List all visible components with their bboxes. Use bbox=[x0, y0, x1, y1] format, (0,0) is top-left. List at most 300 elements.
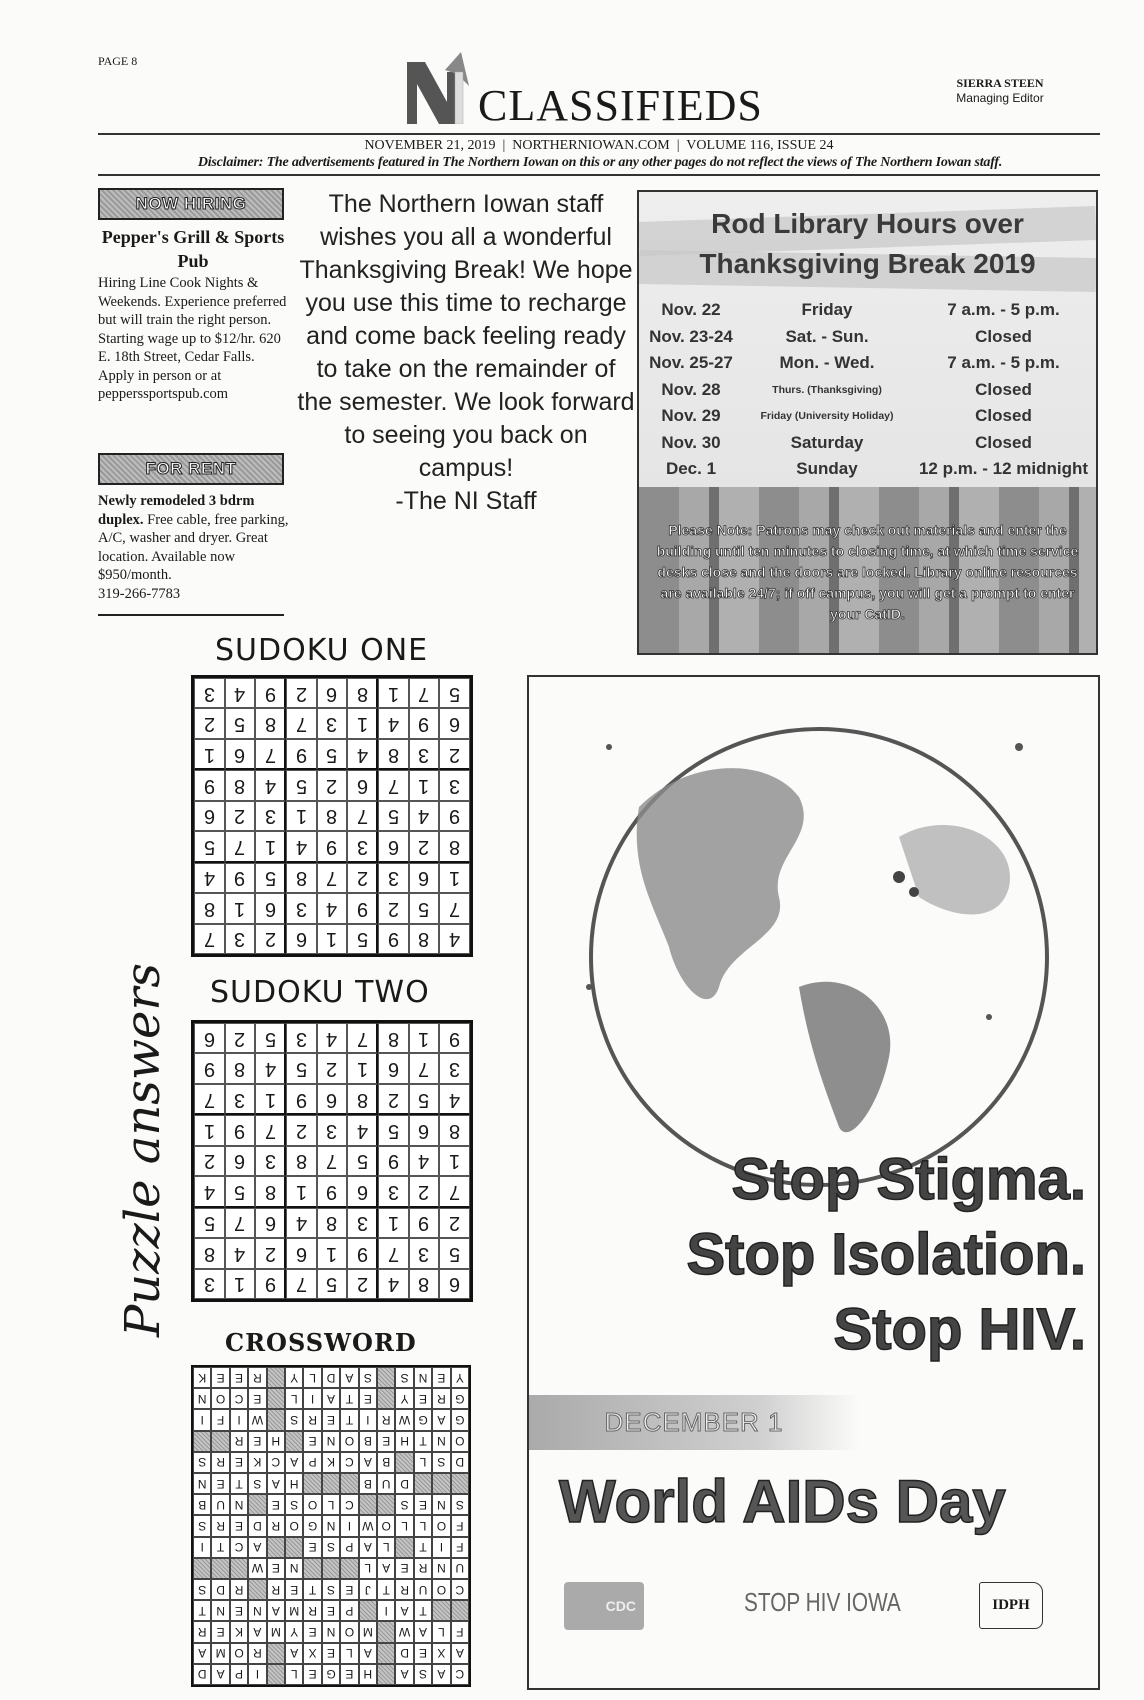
sudoku-cell bbox=[378, 831, 409, 862]
crossword-cell: O bbox=[285, 1515, 303, 1536]
header-rule bbox=[98, 133, 1100, 135]
crossword-cell: L bbox=[414, 1515, 432, 1536]
crossword-cell: T bbox=[230, 1473, 248, 1494]
sudoku-digit: 2 bbox=[418, 835, 430, 858]
library-day: Thurs. (Thanksgiving) bbox=[772, 383, 882, 396]
sudoku-digit: 4 bbox=[203, 1180, 215, 1203]
event-date: DECEMBER 1 bbox=[604, 1407, 784, 1437]
sudoku-digit: 8 bbox=[387, 1027, 399, 1050]
stop-isolation-text: Stop Isolation. bbox=[686, 1222, 1086, 1287]
hiring-ad-title: Pepper's Grill & Sports Pub bbox=[101, 227, 285, 271]
sudoku-cell bbox=[255, 770, 286, 800]
sudoku-cell bbox=[317, 739, 348, 770]
crossword-cell: E bbox=[414, 1388, 432, 1409]
sudoku-cell bbox=[347, 678, 378, 708]
sudoku-cell bbox=[286, 1269, 317, 1299]
sudoku-cell bbox=[255, 831, 286, 862]
sudoku-cell bbox=[194, 708, 225, 738]
crossword-cell: E bbox=[340, 1664, 358, 1685]
sudoku-cell bbox=[347, 708, 378, 738]
sudoku-digit: 2 bbox=[387, 897, 399, 920]
sudoku-cell bbox=[347, 1269, 378, 1299]
sudoku-cell bbox=[194, 831, 225, 862]
crossword-black-square bbox=[377, 1367, 395, 1388]
crossword-cell: E bbox=[303, 1537, 321, 1558]
sudoku-cell bbox=[439, 1176, 470, 1207]
sudoku-cell bbox=[378, 1238, 409, 1268]
sudoku-cell bbox=[255, 1208, 286, 1238]
sudoku-digit: 2 bbox=[264, 928, 276, 951]
crossword-cell: R bbox=[267, 1515, 285, 1536]
crossword-cell: I bbox=[193, 1409, 211, 1430]
sudoku-cell bbox=[194, 893, 225, 923]
crossword-black-square bbox=[377, 1664, 395, 1685]
crossword-cell: E bbox=[230, 1600, 248, 1621]
crossword-cell: A bbox=[377, 1558, 395, 1579]
crossword-cell: C bbox=[451, 1664, 469, 1685]
sudoku-cell bbox=[317, 1115, 348, 1145]
crossword-cell: T bbox=[414, 1600, 432, 1621]
crossword-cell: S bbox=[432, 1452, 450, 1473]
sudoku-digit: 8 bbox=[449, 835, 461, 858]
crossword-cell: A bbox=[395, 1664, 413, 1685]
sudoku-digit: 3 bbox=[326, 1120, 338, 1143]
sudoku-cell bbox=[347, 770, 378, 800]
library-date: Nov. 30 bbox=[661, 432, 721, 452]
sudoku-cell bbox=[378, 1115, 409, 1145]
sudoku-digit: 1 bbox=[418, 775, 430, 798]
sudoku-digit: 9 bbox=[418, 713, 430, 736]
sudoku-digit: 1 bbox=[387, 1212, 399, 1235]
now-hiring-label: NOW HIRING bbox=[135, 194, 247, 213]
sudoku-digit: 1 bbox=[387, 682, 399, 705]
crossword-black-square bbox=[395, 1452, 413, 1473]
crossword-black-square bbox=[303, 1473, 321, 1494]
sudoku-digit: 5 bbox=[387, 1120, 399, 1143]
library-hours-row bbox=[639, 430, 1096, 457]
crossword-black-square bbox=[211, 1431, 229, 1452]
world-aids-day-title: World AIDs Day bbox=[559, 1468, 1006, 1535]
crossword-cell: D bbox=[193, 1664, 211, 1685]
crossword-cell: O bbox=[211, 1388, 229, 1409]
crossword-cell: N bbox=[193, 1388, 211, 1409]
sudoku-cell bbox=[225, 801, 256, 831]
crossword-black-square bbox=[267, 1643, 285, 1664]
crossword-cell: E bbox=[377, 1431, 395, 1452]
sudoku-digit: 5 bbox=[234, 1180, 246, 1203]
crossword-cell: S bbox=[322, 1579, 340, 1600]
crossword-cell: L bbox=[414, 1452, 432, 1473]
sudoku-cell bbox=[409, 1238, 440, 1268]
crossword-cell: A bbox=[267, 1600, 285, 1621]
sudoku-digit: 6 bbox=[387, 1058, 399, 1081]
sudoku-cell bbox=[317, 924, 348, 954]
sudoku-cell bbox=[225, 1053, 256, 1083]
library-hours-row bbox=[639, 324, 1096, 351]
library-date: Nov. 29 bbox=[661, 406, 721, 426]
sudoku-cell bbox=[194, 801, 225, 831]
sudoku-digit: 5 bbox=[326, 743, 338, 766]
world-aids-day-ad bbox=[527, 675, 1100, 1690]
crossword-cell: W bbox=[359, 1515, 377, 1536]
sudoku-digit: 8 bbox=[264, 713, 276, 736]
sudoku-cell bbox=[255, 1146, 286, 1176]
sudoku-cell bbox=[409, 801, 440, 831]
sudoku-digit: 6 bbox=[356, 775, 368, 798]
sudoku-cell bbox=[347, 863, 378, 893]
crossword-cell: O bbox=[432, 1515, 450, 1536]
sudoku-digit: 1 bbox=[203, 1120, 215, 1143]
library-hours-row bbox=[639, 456, 1096, 483]
sudoku-digit: 3 bbox=[449, 775, 461, 798]
sudoku-cell bbox=[439, 1208, 470, 1238]
sudoku-digit: 2 bbox=[449, 743, 461, 766]
sudoku-cell bbox=[225, 708, 256, 738]
sudoku-cell bbox=[347, 924, 378, 954]
sudoku-cell bbox=[439, 1084, 470, 1115]
sudoku-cell bbox=[378, 1084, 409, 1115]
crossword-cell: S bbox=[193, 1579, 211, 1600]
sudoku-cell bbox=[378, 801, 409, 831]
sudoku-digit: 4 bbox=[449, 1088, 461, 1111]
sudoku-digit: 1 bbox=[234, 897, 246, 920]
crossword-cell: A bbox=[359, 1537, 377, 1558]
sudoku-cell bbox=[255, 1053, 286, 1083]
crossword-black-square bbox=[267, 1409, 285, 1430]
crossword-cell: E bbox=[230, 1452, 248, 1473]
sudoku-digit: 9 bbox=[326, 1180, 338, 1203]
sudoku-cell bbox=[225, 1023, 256, 1053]
crossword-cell: G bbox=[414, 1409, 432, 1430]
sudoku-cell bbox=[225, 1176, 256, 1207]
sudoku-digit: 8 bbox=[295, 867, 307, 890]
crossword-black-square bbox=[395, 1537, 413, 1558]
sudoku-cell bbox=[225, 1238, 256, 1268]
sudoku-cell bbox=[378, 1053, 409, 1083]
for-rent-banner bbox=[98, 453, 284, 485]
sudoku-cell bbox=[378, 1269, 409, 1299]
sudoku-digit: 4 bbox=[295, 835, 307, 858]
crossword-cell: E bbox=[211, 1367, 229, 1388]
sudoku-cell bbox=[439, 1146, 470, 1176]
sudoku-cell bbox=[225, 1208, 256, 1238]
crossword-cell: G bbox=[451, 1388, 469, 1409]
sudoku-digit: 3 bbox=[449, 1058, 461, 1081]
crossword-black-square bbox=[193, 1431, 211, 1452]
sudoku-digit: 2 bbox=[449, 1212, 461, 1235]
crossword-cell: A bbox=[340, 1367, 358, 1388]
sudoku-cell bbox=[317, 1208, 348, 1238]
sudoku-digit: 6 bbox=[326, 1088, 338, 1111]
sudoku-digit: 6 bbox=[449, 1273, 461, 1296]
sudoku-digit: 4 bbox=[418, 805, 430, 828]
sudoku-digit: 2 bbox=[203, 713, 215, 736]
puzzle-answers-label: Puzzle answers bbox=[115, 962, 171, 1338]
library-hours-row bbox=[639, 377, 1096, 404]
crossword-cell: M bbox=[285, 1600, 303, 1621]
library-date: Nov. 22 bbox=[661, 300, 721, 320]
crossword-cell: N bbox=[432, 1494, 450, 1515]
sudoku-digit: 9 bbox=[326, 835, 338, 858]
sudoku-cell bbox=[317, 1146, 348, 1176]
sudoku-cell bbox=[194, 1053, 225, 1083]
sudoku-cell bbox=[317, 1238, 348, 1268]
crossword-cell: N bbox=[322, 1621, 340, 1642]
sudoku-digit: 7 bbox=[449, 897, 461, 920]
crossword-cell: T bbox=[193, 1600, 211, 1621]
crossword-black-square bbox=[451, 1600, 469, 1621]
sudoku-digit: 1 bbox=[418, 1027, 430, 1050]
crossword-cell: E bbox=[230, 1367, 248, 1388]
sudoku-cell bbox=[347, 1084, 378, 1115]
sudoku-digit: 1 bbox=[264, 835, 276, 858]
crossword-cell: X bbox=[303, 1643, 321, 1664]
crossword-cell: X bbox=[432, 1643, 450, 1664]
editor-credit bbox=[940, 76, 1060, 105]
sudoku-cell bbox=[317, 770, 348, 800]
sudoku-cell bbox=[286, 924, 317, 954]
crossword-cell: R bbox=[395, 1579, 413, 1600]
crossword-cell: R bbox=[211, 1515, 229, 1536]
library-title: Rod Library Hours over Thanksgiving Break 2019 bbox=[699, 208, 1036, 279]
sudoku-digit: 6 bbox=[295, 928, 307, 951]
sudoku-cell bbox=[378, 739, 409, 770]
sudoku-digit: 8 bbox=[326, 805, 338, 828]
crossword-black-square bbox=[359, 1494, 377, 1515]
sudoku-cell bbox=[347, 893, 378, 923]
sudoku-digit: 3 bbox=[264, 1150, 276, 1173]
sudoku-digit: 4 bbox=[449, 928, 461, 951]
crossword-cell: U bbox=[414, 1579, 432, 1600]
sudoku-cell bbox=[347, 831, 378, 862]
sudoku-digit: 5 bbox=[264, 867, 276, 890]
crossword-grid bbox=[191, 1365, 471, 1687]
crossword-cell: U bbox=[211, 1494, 229, 1515]
crossword-black-square bbox=[267, 1537, 285, 1558]
crossword-cell: E bbox=[303, 1621, 321, 1642]
rent-ad-body bbox=[98, 492, 290, 603]
crossword-cell: E bbox=[414, 1494, 432, 1515]
sudoku-digit: 6 bbox=[234, 1150, 246, 1173]
sudoku-cell bbox=[378, 770, 409, 800]
sudoku-cell bbox=[194, 1176, 225, 1207]
crossword-black-square bbox=[432, 1600, 450, 1621]
sudoku-digit: 2 bbox=[295, 682, 307, 705]
sudoku-digit: 3 bbox=[418, 1242, 430, 1265]
crossword-cell: S bbox=[322, 1537, 340, 1558]
sudoku-cell bbox=[347, 1023, 378, 1053]
sudoku-cell bbox=[255, 801, 286, 831]
crossword-cell: N bbox=[193, 1473, 211, 1494]
sudoku-cell bbox=[439, 678, 470, 708]
sudoku-cell bbox=[409, 1269, 440, 1299]
crossword-cell: T bbox=[303, 1579, 321, 1600]
crossword-cell: S bbox=[395, 1367, 413, 1388]
crossword-cell: O bbox=[340, 1431, 358, 1452]
sudoku-digit: 3 bbox=[203, 682, 215, 705]
sudoku-cell bbox=[378, 1146, 409, 1176]
sudoku-digit: 2 bbox=[418, 1180, 430, 1203]
crossword-cell: S bbox=[285, 1494, 303, 1515]
sudoku-digit: 9 bbox=[234, 867, 246, 890]
library-date: Nov. 25-27 bbox=[649, 353, 733, 373]
sudoku-digit: 4 bbox=[264, 1058, 276, 1081]
message-signature: -The NI Staff bbox=[395, 487, 537, 515]
crossword-cell: E bbox=[359, 1388, 377, 1409]
crossword-black-square bbox=[322, 1473, 340, 1494]
crossword-cell: N bbox=[322, 1431, 340, 1452]
sudoku-cell bbox=[347, 801, 378, 831]
crossword-cell: B bbox=[377, 1452, 395, 1473]
sudoku-cell bbox=[439, 1269, 470, 1299]
library-day: Mon. - Wed. bbox=[779, 353, 875, 373]
sudoku-digit: 5 bbox=[234, 713, 246, 736]
sudoku-digit: 5 bbox=[264, 1027, 276, 1050]
crossword-cell: O bbox=[432, 1579, 450, 1600]
crossword-black-square bbox=[340, 1558, 358, 1579]
crossword-cell: S bbox=[395, 1494, 413, 1515]
crossword-black-square bbox=[303, 1558, 321, 1579]
sudoku-cell bbox=[317, 1053, 348, 1083]
crossword-black-square bbox=[193, 1558, 211, 1579]
crossword-cell: F bbox=[211, 1409, 229, 1430]
crossword-cell: A bbox=[267, 1473, 285, 1494]
sudoku-cell bbox=[255, 1084, 286, 1115]
sudoku-digit: 1 bbox=[295, 1180, 307, 1203]
sudoku-digit: 4 bbox=[295, 1212, 307, 1235]
sudoku-cell bbox=[255, 1176, 286, 1207]
sudoku-digit: 7 bbox=[234, 1212, 246, 1235]
sudoku-cell bbox=[347, 739, 378, 770]
sudoku-cell bbox=[286, 1238, 317, 1268]
crossword-cell: A bbox=[322, 1388, 340, 1409]
sudoku-cell bbox=[225, 1115, 256, 1145]
crossword-black-square bbox=[377, 1621, 395, 1642]
crossword-black-square bbox=[414, 1473, 432, 1494]
sudoku-cell bbox=[439, 739, 470, 770]
sudoku-digit: 2 bbox=[203, 1150, 215, 1173]
sudoku-cell bbox=[439, 1023, 470, 1053]
sudoku-digit: 6 bbox=[295, 1242, 307, 1265]
sudoku-cell bbox=[286, 1084, 317, 1115]
crossword-cell: N bbox=[432, 1431, 450, 1452]
library-hours: Closed bbox=[975, 406, 1032, 426]
sudoku-digit: 2 bbox=[387, 1088, 399, 1111]
sudoku-cell bbox=[439, 831, 470, 862]
sudoku-digit: 4 bbox=[234, 682, 246, 705]
sudoku-cell bbox=[225, 739, 256, 770]
message-text: The Northern Iowan staff wishes you all a wonderful Thanksgiving Break! We hope you use this time to recharge and come back feeling ready to take on the remainder of the semester. We look forward to seeing you back on campus! bbox=[297, 190, 635, 482]
crossword-cell: A bbox=[211, 1664, 229, 1685]
sudoku-cell bbox=[286, 863, 317, 893]
crossword-cell: O bbox=[451, 1431, 469, 1452]
sudoku-cell bbox=[225, 831, 256, 862]
sudoku-cell bbox=[347, 1176, 378, 1207]
sudoku-cell bbox=[378, 863, 409, 893]
sudoku-cell bbox=[378, 1176, 409, 1207]
sudoku-digit: 7 bbox=[326, 1150, 338, 1173]
sudoku-cell bbox=[409, 1084, 440, 1115]
crossword-black-square bbox=[285, 1537, 303, 1558]
crossword-cell: R bbox=[432, 1388, 450, 1409]
library-hours: 7 a.m. - 5 p.m. bbox=[947, 353, 1060, 373]
sudoku-cell bbox=[378, 1208, 409, 1238]
dateline: NOVEMBER 21, 2019 | NORTHERNIOWAN.COM | VOLUME 116, ISSUE 24 bbox=[364, 138, 834, 153]
crossword-cell: F bbox=[451, 1515, 469, 1536]
crossword-cell: Y bbox=[285, 1367, 303, 1388]
crossword-cell: R bbox=[248, 1643, 266, 1664]
crossword-cell: E bbox=[303, 1664, 321, 1685]
sudoku-cell bbox=[286, 770, 317, 800]
sudoku-cell bbox=[378, 1023, 409, 1053]
crossword-cell: M bbox=[267, 1621, 285, 1642]
sudoku-cell bbox=[194, 678, 225, 708]
crossword-cell: O bbox=[303, 1494, 321, 1515]
sudoku-cell bbox=[286, 1023, 317, 1053]
crossword-cell: Y bbox=[285, 1621, 303, 1642]
crossword-cell: D bbox=[395, 1643, 413, 1664]
sudoku-cell bbox=[439, 924, 470, 954]
crossword-cell: R bbox=[230, 1431, 248, 1452]
sudoku-digit: 6 bbox=[203, 1027, 215, 1050]
stop-hiv-text: Stop HIV. bbox=[833, 1297, 1086, 1362]
crossword-cell: I bbox=[230, 1409, 248, 1430]
crossword-cell: E bbox=[303, 1431, 321, 1452]
crossword-cell: K bbox=[230, 1621, 248, 1642]
sudoku-digit: 4 bbox=[418, 1150, 430, 1173]
crossword-cell: I bbox=[432, 1537, 450, 1558]
sudoku-cell bbox=[378, 893, 409, 923]
crossword-cell: E bbox=[322, 1600, 340, 1621]
crossword-cell: O bbox=[377, 1515, 395, 1536]
crossword-cell: R bbox=[211, 1452, 229, 1473]
sudoku-cell bbox=[439, 893, 470, 923]
sudoku-digit: 7 bbox=[264, 743, 276, 766]
sudoku-digit: 3 bbox=[326, 713, 338, 736]
crossword-cell: L bbox=[285, 1664, 303, 1685]
sudoku-digit: 9 bbox=[203, 775, 215, 798]
sudoku-cell bbox=[194, 1208, 225, 1238]
sudoku-cell bbox=[286, 1115, 317, 1145]
sudoku-digit: 8 bbox=[203, 897, 215, 920]
crossword-cell: S bbox=[193, 1452, 211, 1473]
crossword-cell: P bbox=[303, 1452, 321, 1473]
crossword-cell: D bbox=[395, 1473, 413, 1494]
crossword-cell: I bbox=[248, 1664, 266, 1685]
crossword-cell: L bbox=[322, 1494, 340, 1515]
sudoku-digit: 2 bbox=[356, 1273, 368, 1296]
crossword-cell: E bbox=[267, 1494, 285, 1515]
crossword-cell: S bbox=[414, 1664, 432, 1685]
crossword-cell: C bbox=[230, 1388, 248, 1409]
crossword-cell: E bbox=[211, 1621, 229, 1642]
crossword-cell: T bbox=[414, 1431, 432, 1452]
sudoku-digit: 8 bbox=[326, 1212, 338, 1235]
library-day: Friday bbox=[801, 300, 853, 320]
crossword-cell: N bbox=[414, 1367, 432, 1388]
crossword-cell: N bbox=[211, 1600, 229, 1621]
sudoku-digit: 6 bbox=[234, 743, 246, 766]
sudoku-digit: 7 bbox=[264, 1120, 276, 1143]
sudoku-cell bbox=[347, 1238, 378, 1268]
library-hours: Closed bbox=[975, 379, 1032, 399]
crossword-cell: D bbox=[211, 1579, 229, 1600]
sudoku-digit: 8 bbox=[449, 1120, 461, 1143]
sudoku-digit: 9 bbox=[449, 1027, 461, 1050]
crossword-cell: I bbox=[303, 1388, 321, 1409]
crossword-black-square bbox=[359, 1600, 377, 1621]
sudoku-cell bbox=[194, 1115, 225, 1145]
